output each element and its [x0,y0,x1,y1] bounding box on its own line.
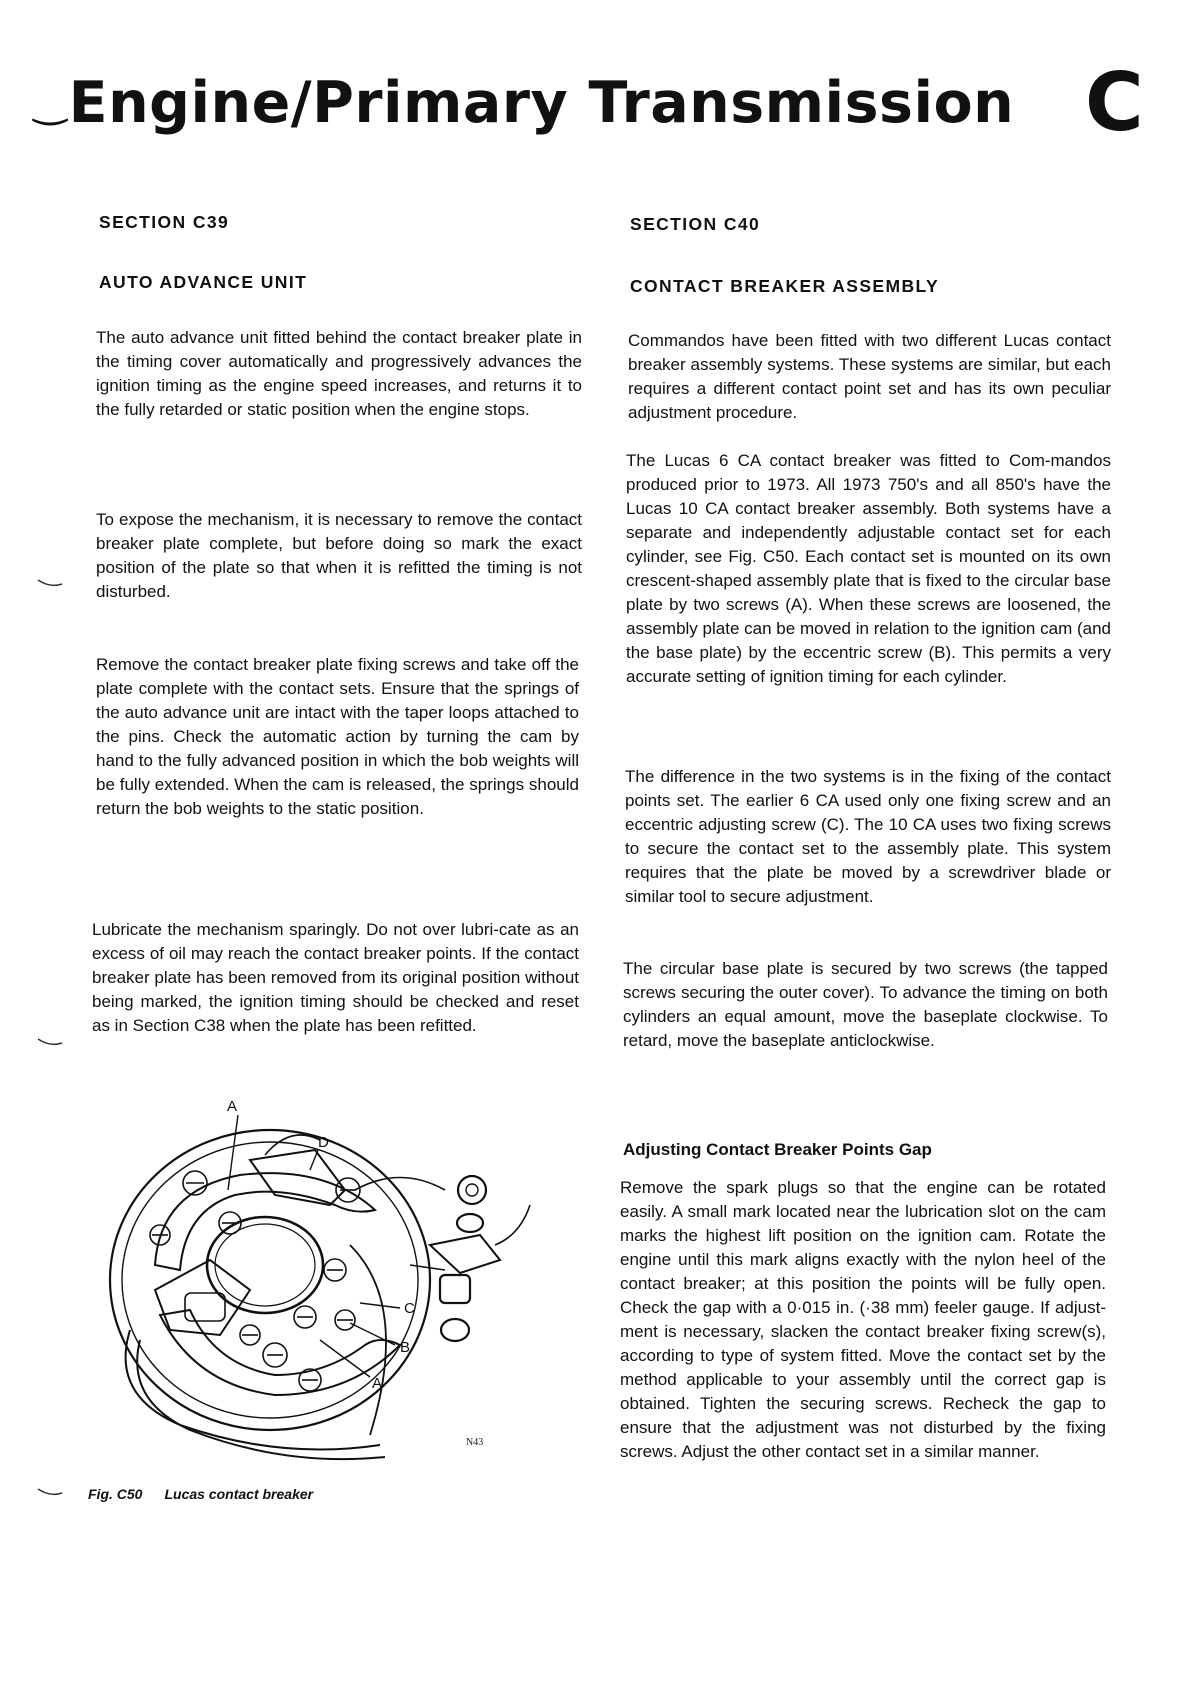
page-title-text: Engine/Primary Transmission [68,70,1015,136]
detail-arrow-upper [355,1178,445,1191]
detail-arrow-lower [410,1265,445,1270]
margin-mark [36,1037,64,1047]
crescent-plate-lower [160,1310,400,1395]
section-letter: C [1085,56,1144,149]
leader-d [310,1150,318,1170]
c40-paragraph-2: The Lucas 6 CA contact breaker was fitted to Com-mandos produced prior to 1973. All 1973 750's and all 850's have the Lucas 10 CA contact breaker assembly. Both systems have a separate and independently adjustable contact set for each cylinder, see Fig. C50. Each contact set is mounted on its own crescent-shaped assembly plate that is fixed to the circular base plate by two screws (A). When these screws are loosened, the assembly plate can be moved in relation to the ignition cam (and the base plate) by the eccentric screw (B). This permits a very accurate setting of ignition timing for each cylinder. [626,451,1111,686]
spring-upper [265,1135,320,1155]
margin-mark [36,1487,64,1497]
c39-paragraph-3: Remove the contact breaker plate fixing screws and take off the plate complete with the contact sets. Ensure that the springs of the auto advance unit are intact with the taper loops attached to the pins. Check the automatic action by turning the cam by hand to the fully advanced position in which the bob weights will be fully extended. When the cam is released, the springs should return the bob weights to the static position. [96,655,579,818]
label-b: B [400,1339,411,1356]
detail-washer [457,1214,483,1232]
label-d: D [318,1134,329,1151]
section-c40-number: SECTION C40 [630,214,761,234]
figure-caption [88,1486,335,1502]
section-c39-number: SECTION C39 [99,212,230,232]
detail-bush [440,1275,470,1303]
figure-code: N43 [466,1437,484,1448]
leader-c [360,1303,400,1308]
condenser-body [185,1293,225,1321]
c40-paragraph-4: The circular base plate is secured by two screws (the tapped screws securing the outer cover). To advance the timing on both cylinders an equal amount, move the baseplate clockwise. To retard, move the baseplate anticlockwise. [623,959,1108,1050]
label-a-top: A [227,1098,238,1115]
margin-mark [36,578,64,588]
section-c40-title: CONTACT BREAKER ASSEMBLY [630,276,940,296]
label-c: C [404,1300,415,1317]
figure-caption-number: Fig. C50 [88,1486,143,1502]
points-gap-paragraph: Remove the spark plugs so that the engine can be rotated easily. A small mark located near the lubrication slot on the cam marks the highest lift position on the ignition cam. Rotate the engine until this mark aligns exactly with the nylon heel of the contact breaker; at this position the points will be fully open. Check the gap with a 0·015 in. (·38 mm) feeler gauge. If adjust-ment is necessary, slacken the contact breaker fixing screw(s), according to type of system fitted. Move the contact set by the method applicable to your assembly until the correct gap is obtained. Tighten the securing screws. Recheck the gap to ensure that the adjustment was not disturbed by the fixing screws. Adjust the other contact set in a similar manner. [620,1178,1106,1461]
leader-a-top [228,1115,238,1190]
cam-hole-inner [215,1224,315,1306]
points-gap-subheading: Adjusting Contact Breaker Points Gap [623,1140,932,1159]
lead-wire-1 [126,1330,383,1450]
c39-paragraph-4: Lubricate the mechanism sparingly. Do not over lubri-cate as an excess of oil may reach the contact breaker points. If the contact breaker plate has been removed from its original position without being marked, the ignition timing should be checked and reset as in Section C38 when the plate has been refitted. [92,920,579,1035]
detail-nut [441,1319,469,1341]
detail-screw-head [458,1176,486,1204]
detail-spring [495,1205,530,1245]
section-c39-title: AUTO ADVANCE UNIT [99,272,308,292]
c39-paragraph-2: To expose the mechanism, it is necessary to remove the contact breaker plate complete, but before doing so mark the exact position of the plate so that when it is refitted the timing is not disturbed. [96,510,582,601]
leader-a-bottom [320,1340,370,1377]
c39-paragraph-1: The auto advance unit fitted behind the contact breaker plate in the timing cover automatically and progressively advances the ignition timing as the engine speed increases, and returns it to the fully retarded or static position when the engine stops. [96,328,582,419]
contact-set-lower [155,1260,250,1335]
page-title: ‿Engine/Primary Transmission [34,70,1015,136]
c40-paragraph-1: Commandos have been fitted with two different Lucas contact breaker assembly systems. These systems are similar, but each requires a different contact point set and has its own peculiar adjustment procedure. [628,331,1111,422]
detail-screw-slot [466,1184,478,1196]
contact-breaker-figure [100,1095,560,1475]
contact-set-upper [250,1150,345,1205]
crescent-plate-upper [155,1173,375,1270]
label-a-bottom: A [372,1375,383,1392]
c40-paragraph-3: The difference in the two systems is in the fixing of the contact points set. The earlier 6 CA used only one fixing screw and an eccentric adjusting screw (C). The 10 CA uses two fixing screws to secure the contact set to the assembly plate. This system requires that the plate be moved by a screwdriver blade or similar tool to secure adjustment. [625,767,1111,906]
detail-contact-arm [430,1235,500,1273]
figure-caption-text: Lucas contact breaker [164,1486,314,1502]
